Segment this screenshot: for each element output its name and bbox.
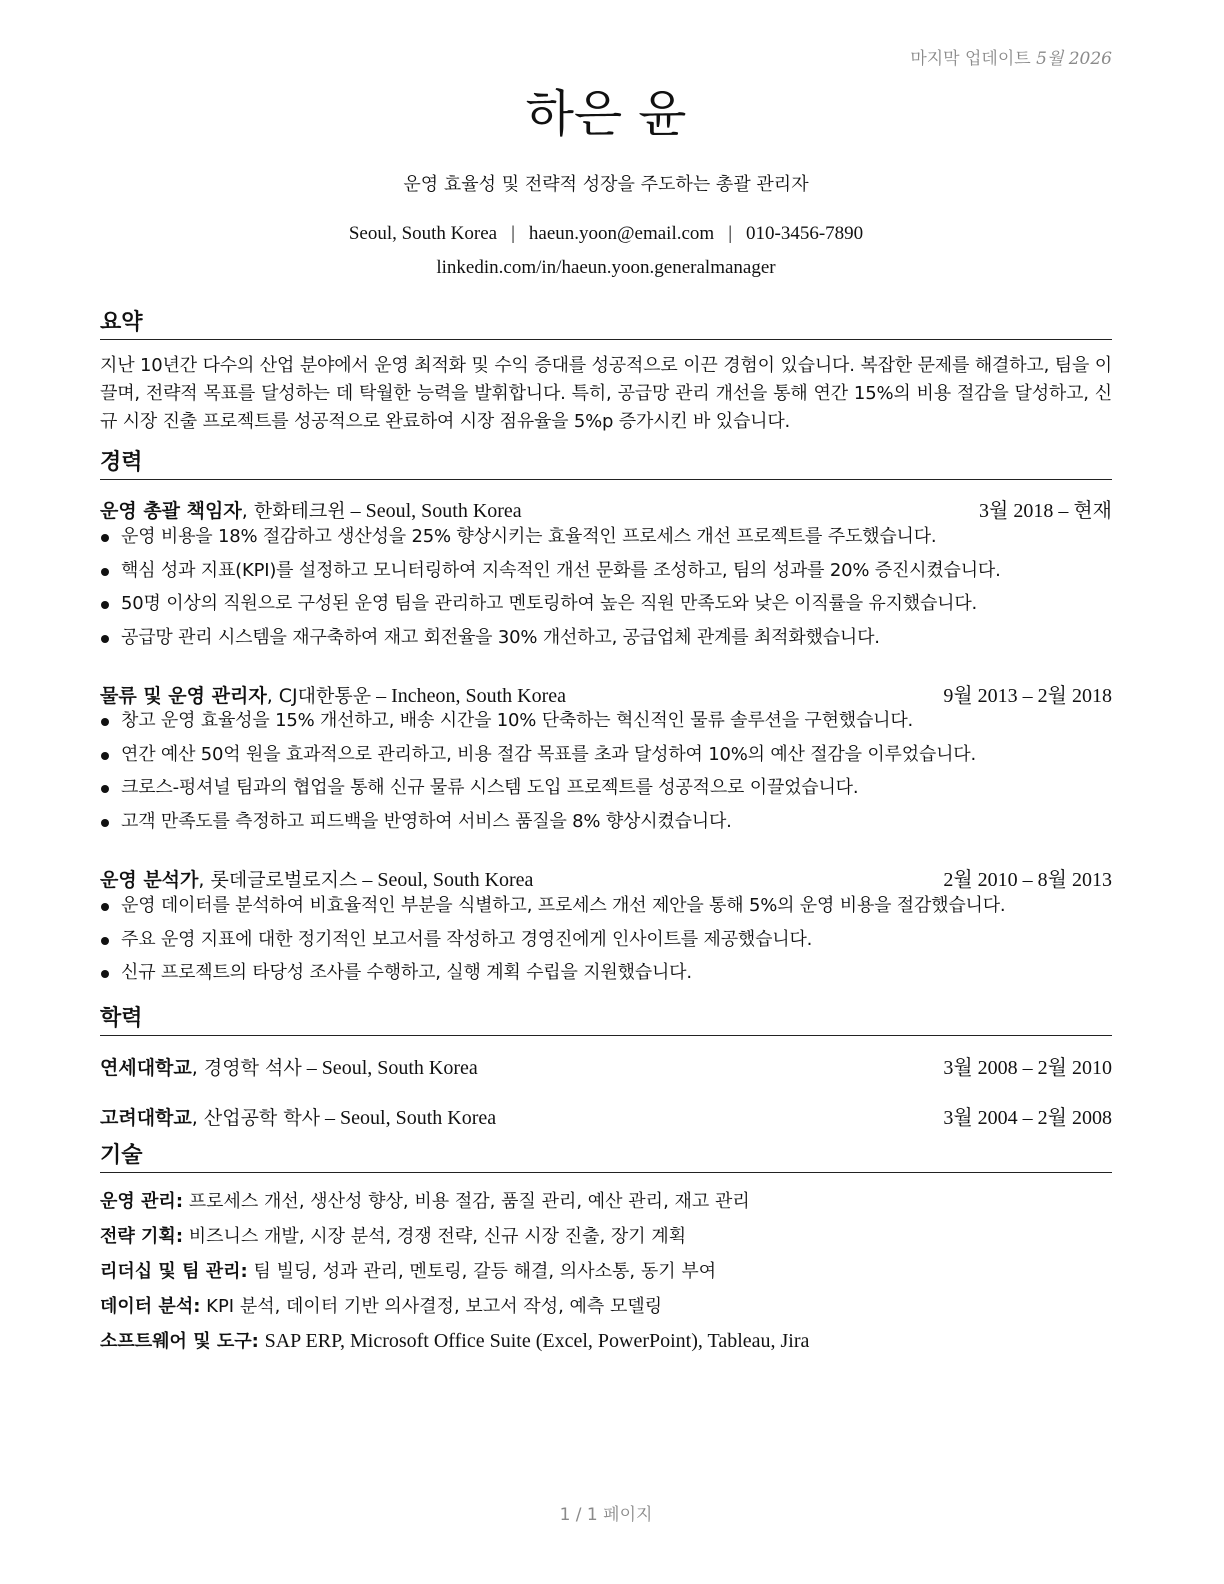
- bullet-item: [100, 559, 1112, 593]
- skill-value: 프로세스 개선, 생산성 향상, 비용 절감, 품질 관리, 예산 관리, 재고 관리: [188, 1191, 750, 1212]
- bullet-dot: [101, 785, 109, 793]
- education-location: Seoul, South Korea: [321, 1057, 478, 1079]
- bullet-item: [100, 961, 1112, 995]
- bullet-item: [100, 776, 1112, 810]
- job-dates: 2월 2010 – 8월 2013: [943, 869, 1112, 891]
- bullet-text: 50명 이상의 직원으로 구성된 운영 팀을 관리하고 멘토링하여 높은 직원 만족도와 낮은 이직률을 유지했습니다.: [121, 593, 978, 614]
- contact-email[interactable]: haeun.yoon@email.com: [528, 223, 715, 244]
- bullet-item: [100, 894, 1112, 928]
- bullet-text: 고객 만족도를 측정하고 피드백을 반영하여 서비스 품질을 8% 향상시켰습니다.: [121, 810, 732, 832]
- bullet-dot: [101, 568, 109, 576]
- bullet-item: [100, 810, 1112, 844]
- job-role: 운영 분석가: [100, 869, 199, 891]
- resume-page: [100, 0, 1112, 1584]
- job-company: 롯데글로벌로지스: [210, 869, 358, 891]
- bullet-text: 크로스-펑셔널 팀과의 협업을 통해 신규 물류 시스템 도입 프로젝트를 성공적으로 이끌었습니다.: [121, 777, 859, 798]
- linkedin-link[interactable]: linkedin.com/in/haeun.yoon.generalmanager: [436, 257, 776, 278]
- bullet-text: 공급망 관리 시스템을 재구축하여 재고 회전율을 30% 개선하고, 공급업체 관계를 최적화했습니다.: [121, 626, 880, 648]
- education-location: Seoul, South Korea: [340, 1107, 497, 1129]
- education-degree: 산업공학 학사: [203, 1107, 321, 1129]
- education-school: 연세대학교: [100, 1057, 192, 1079]
- contact-separator: |: [511, 223, 515, 244]
- contact-phone: 010-3456-7890: [746, 223, 864, 244]
- bullet-dot: [101, 534, 109, 542]
- education-item: [100, 1101, 1112, 1130]
- job-dates: 9월 2013 – 2월 2018: [943, 685, 1112, 707]
- section-title-skills: 기술: [100, 1142, 1112, 1173]
- bullet-dot: [101, 752, 109, 760]
- job-dates: 3월 2018 – 현재: [979, 500, 1112, 522]
- education-dates: 3월 2004 – 2월 2008: [943, 1107, 1112, 1129]
- skill-row: [100, 1187, 1112, 1213]
- skill-label: 데이터 분석:: [100, 1296, 201, 1317]
- bullet-text: 핵심 성과 지표(KPI)를 설정하고 모니터링하여 지속적인 개선 문화를 조성하고, 팀의 성과를 20% 증진시켰습니다.: [121, 559, 1001, 581]
- job-company: 한화테크윈: [253, 500, 346, 522]
- candidate-name: 하은 윤: [525, 85, 687, 143]
- bullet-item: [100, 592, 1112, 626]
- skill-row: [100, 1257, 1112, 1283]
- bullet-item: [100, 626, 1112, 660]
- summary-text: 지난 10년간 다수의 산업 분야에서 운영 최적화 및 수익 증대를 성공적으로 이끈 경험이 있습니다. 복잡한 문제를 해결하고, 팀을 이끌며, 전략적 목표를 달성하는 데 탁월한 능력을 발휘합니다. 특히, 공급망 관리 개선을 통해 연간 15%의 비용 절감을 달성하고, 신규 시장 진출 프로젝트를 성공적으로 완료하여 시장 점유율을 5%p 증가시킨 바 있습니다.: [100, 355, 1112, 432]
- tagline: 운영 효율성 및 전략적 성장을 주도하는 총괄 관리자: [403, 174, 809, 195]
- job-company: CJ대한통운: [278, 685, 372, 707]
- bullet-text: 창고 운영 효율성을 15% 개선하고, 배송 시간을 10% 단축하는 혁신적인 물류 솔루션을 구현했습니다.: [121, 710, 914, 731]
- education-line: 연세대학교, 경영학 석사 – Seoul, South Korea: [100, 1057, 478, 1079]
- contact-location: Seoul, South Korea: [348, 223, 498, 244]
- bullet-dot: [101, 903, 109, 911]
- job-title-line: 운영 분석가, 롯데글로벌로지스 – Seoul, South Korea: [100, 869, 534, 891]
- bullet-dot: [101, 601, 109, 609]
- bullet-dot: [101, 937, 109, 945]
- job-bullets: [100, 525, 1112, 659]
- section-title-education: 학력: [100, 1005, 1112, 1036]
- job-bullets: [100, 894, 1112, 995]
- bullet-item: [100, 525, 1112, 559]
- skill-value: 비즈니스 개발, 시장 분석, 경쟁 전략, 신규 시장 진출, 장기 계획: [188, 1226, 687, 1247]
- skill-row: [100, 1222, 1112, 1248]
- last-updated: [910, 44, 1112, 69]
- bullet-item: [100, 743, 1112, 777]
- bullet-text: 운영 데이터를 분석하여 비효율적인 부분을 식별하고, 프로세스 개선 제안을 통해 5%의 운영 비용을 절감했습니다.: [121, 895, 1006, 916]
- bullet-text: 주요 운영 지표에 대한 정기적인 보고서를 작성하고 경영진에게 인사이트를 제공했습니다.: [121, 928, 813, 950]
- skill-value: KPI 분석, 데이터 기반 의사결정, 보고서 작성, 예측 모델링: [206, 1296, 663, 1317]
- education-line: 고려대학교, 산업공학 학사 – Seoul, South Korea: [100, 1107, 497, 1129]
- bullet-text: 연간 예산 50억 원을 효과적으로 관리하고, 비용 절감 목표를 초과 달성하여 10%의 예산 절감을 이루었습니다.: [121, 743, 976, 765]
- skill-row: [100, 1292, 1112, 1318]
- last-updated-date: 5월 2026: [1036, 49, 1112, 69]
- job-bullets: [100, 709, 1112, 843]
- bullet-item: [100, 709, 1112, 743]
- bullet-dot: [101, 819, 109, 827]
- job-header: [100, 863, 1112, 892]
- job-location: Seoul, South Korea: [365, 500, 522, 522]
- skill-row: [100, 1327, 1112, 1353]
- skill-value: 팀 빌딩, 성과 관리, 멘토링, 갈등 해결, 의사소통, 동기 부여: [253, 1261, 717, 1282]
- job-role: 운영 총괄 책임자: [100, 500, 242, 522]
- job-header: [100, 494, 1112, 523]
- contact-separator: |: [728, 223, 733, 244]
- skill-label: 소프트웨어 및 도구:: [100, 1331, 259, 1352]
- education-item: [100, 1051, 1112, 1080]
- job-title-line: 물류 및 운영 관리자, CJ대한통운 – Incheon, South Korea: [100, 685, 567, 707]
- last-updated-label: 마지막 업데이트: [910, 49, 1031, 69]
- job-location: Seoul, South Korea: [377, 869, 534, 891]
- job-header: [100, 679, 1112, 708]
- education-school: 고려대학교: [100, 1107, 192, 1129]
- job-title-line: 운영 총괄 책임자, 한화테크윈 – Seoul, South Korea: [100, 500, 522, 522]
- bullet-dot: [101, 970, 109, 978]
- bullet-text: 신규 프로젝트의 타당성 조사를 수행하고, 실행 계획 수립을 지원했습니다.: [121, 962, 692, 983]
- bullet-dot: [101, 635, 109, 643]
- job-location: Incheon, South Korea: [391, 685, 567, 707]
- section-title-summary: 요약: [100, 309, 1112, 340]
- education-degree: 경영학 석사: [203, 1057, 302, 1079]
- section-title-experience: 경력: [100, 449, 1112, 480]
- skill-label: 전략 기획:: [100, 1226, 184, 1247]
- education-dates: 3월 2008 – 2월 2010: [943, 1057, 1112, 1079]
- contact-line: [100, 223, 1112, 245]
- skill-value: SAP ERP, Microsoft Office Suite (Excel, PowerPoint), Tableau, Jira: [264, 1330, 810, 1352]
- job-role: 물류 및 운영 관리자: [100, 685, 267, 707]
- page-indicator: 1 / 1 페이지: [559, 1505, 653, 1525]
- skill-label: 리더십 및 팀 관리:: [100, 1261, 248, 1282]
- bullet-dot: [101, 718, 109, 726]
- skill-label: 운영 관리:: [100, 1191, 184, 1212]
- bullet-item: [100, 928, 1112, 962]
- bullet-text: 운영 비용을 18% 절감하고 생산성을 25% 향상시키는 효율적인 프로세스 개선 프로젝트를 주도했습니다.: [121, 526, 937, 547]
